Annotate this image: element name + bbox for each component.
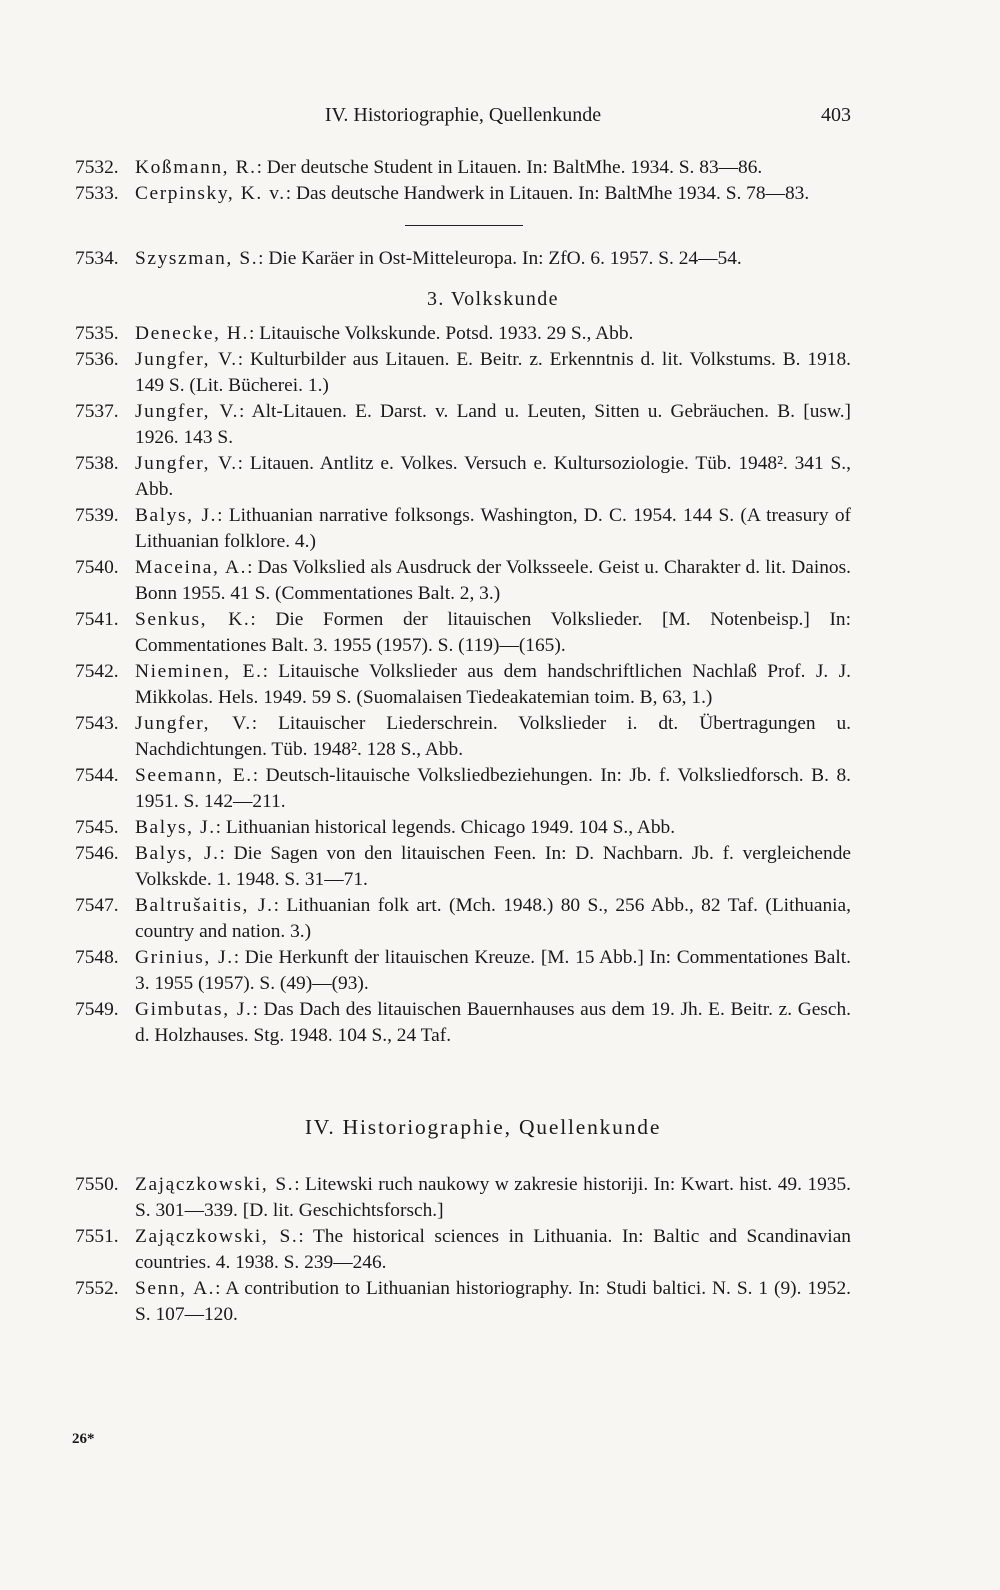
entry-number: 7543. [75,713,119,734]
bibliography-entry [75,1172,851,1224]
entry-author: Szyszman, S. [135,248,259,269]
entry-group-3 [75,321,851,1049]
entry-number: 7545. [75,817,119,838]
bibliography-entry [75,399,851,451]
entry-number: 7549. [75,999,119,1020]
entry-author: Gimbutas, J. [135,999,253,1020]
entry-author: Jungfer, V. [135,453,238,474]
running-head-title: IV. Historiographie, Quellenkunde [324,104,602,126]
bibliography-entry [75,997,851,1049]
signature-mark: 26* [72,1431,95,1447]
entry-citation: : Litauen. Antlitz e. Volkes. Versuch e. Kultursoziologie. Tüb. 1948². 341 S., Abb. [135,453,852,500]
entry-author: Balys, J. [135,817,216,838]
bibliography-entry [75,451,851,503]
bibliography-entry [75,246,851,272]
bibliography-list [75,155,851,1328]
entry-citation: : Lithuanian historical legends. Chicago 1949. 104 S., Abb. [215,817,676,838]
entry-citation: : Deutsch-litauische Volksliedbeziehungen. In: Jb. f. Volksliedforsch. B. 8. 1951. S. 142—211. [135,765,851,812]
entry-citation: : Alt-Litauen. E. Darst. v. Land u. Leuten, Sitten u. Gebräuchen. B. [usw.] 1926. 143 S. [135,401,851,448]
bibliography-entry [75,155,851,181]
entry-citation: : Das Volkslied als Ausdruck der Volksseele. Geist u. Charakter d. lit. Dainos. Bonn 1955. 41 S. (Commentationes Balt. 2, 3.) [135,557,851,604]
entry-citation: : Litauische Volkslieder aus dem handschriftlichen Nachlaß Prof. J. J. Mikkolas. Hels. 1949. 59 S. (Suomalaisen Tiedeakatemian toim. B, 63, 1.) [135,661,851,708]
entry-author: Senn, A. [135,1278,216,1299]
entry-number: 7542. [75,661,119,682]
entry-citation: : Die Formen der litauischen Volkslieder. [M. Notenbeisp.] In: Commentationes Balt. 3. 1955 (1957). S. (119)—(165). [135,609,851,656]
bibliography-entry [75,815,851,841]
entry-citation: : The historical sciences in Lithuania. In: Baltic and Scandinavian countries. 4. 1938. S. 239—246. [135,1226,851,1273]
entry-author: Balys, J. [135,843,220,864]
bibliography-entry [75,1276,851,1328]
entry-citation: : A contribution to Lithuanian historiography. In: Studi baltici. N. S. 1 (9). 1952. S. 107—120. [135,1278,851,1325]
entry-number: 7532. [75,157,119,178]
bibliography-entry [75,555,851,607]
entry-number: 7541. [75,609,119,630]
entry-author: Jungfer, V. [135,713,252,734]
running-head [75,104,851,134]
entry-number: 7533. [75,183,119,204]
bibliography-entry [75,711,851,763]
chapter-heading: IV. Historiographie, Quellenkunde [304,1115,662,1139]
entry-number: 7547. [75,895,119,916]
entry-number: 7538. [75,453,119,474]
bibliography-entry [75,347,851,399]
entry-number: 7537. [75,401,119,422]
section-heading: 3. Volkskunde [427,288,559,310]
entry-author: Koßmann, R. [135,157,257,178]
bibliography-entry [75,1224,851,1276]
entry-author: Zajączkowski, S. [135,1174,295,1195]
entry-author: Seemann, E. [135,765,253,786]
entry-number: 7548. [75,947,119,968]
entry-citation: : Kulturbilder aus Litauen. E. Beitr. z. Erkenntnis d. lit. Volkstums. B. 1918. 149 S. (Lit. Bücherei. 1.) [135,349,851,396]
entry-citation: : Der deutsche Student in Litauen. In: BaltMhe. 1934. S. 83—86. [256,157,763,178]
entry-number: 7536. [75,349,119,370]
bibliography-entry [75,841,851,893]
entry-author: Maceina, A. [135,557,248,578]
entry-author: Senkus, K. [135,609,251,630]
bibliography-entry [75,181,851,207]
entry-author: Denecke, H. [135,323,249,344]
entry-number: 7550. [75,1174,119,1195]
entry-number: 7535. [75,323,119,344]
entry-number: 7540. [75,557,119,578]
entry-citation: : Litewski ruch naukowy w zakresie historiji. In: Kwart. hist. 49. 1935. S. 301—339. [D. lit. Geschichtsforsch.] [135,1174,851,1221]
entry-author: Grinius, J. [135,947,234,968]
entry-author: Jungfer, V. [135,349,238,370]
bibliography-entry [75,659,851,711]
page-number: 403 [821,104,851,126]
entry-citation: : Die Herkunft der litauischen Kreuze. [M. 15 Abb.] In: Commentationes Balt. 3. 1955 (1957). S. (49)—(93). [135,947,851,994]
entry-citation: : Lithuanian folk art. (Mch. 1948.) 80 S., 256 Abb., 82 Taf. (Lithuania, country and nation. 3.) [135,895,851,942]
entry-citation: : Die Sagen von den litauischen Feen. In: D. Nachbarn. Jb. f. vergleichende Volkskde. 1. 1948. S. 31—71. [135,843,851,890]
entry-citation: : Das Dach des litauischen Bauernhauses aus dem 19. Jh. E. Beitr. z. Gesch. d. Holzhauses. Stg. 1948. 104 S., 24 Taf. [135,999,851,1046]
section-divider [405,225,523,226]
entry-author: Zajączkowski, S. [135,1226,299,1247]
entry-number: 7534. [75,248,119,269]
bibliography-entry [75,321,851,347]
entry-author: Balys, J. [135,505,218,526]
entry-citation: : Litauischer Liederschrein. Volkslieder i. dt. Übertragungen u. Nachdichtungen. Tüb. 1948². 128 S., Abb. [135,713,851,760]
entry-group-2 [75,246,851,272]
bibliography-entry [75,945,851,997]
entry-citation: : Litauische Volkskunde. Potsd. 1933. 29 S., Abb. [248,323,634,344]
entry-citation: : Lithuanian narrative folksongs. Washington, D. C. 1954. 144 S. (A treasury of Lithuanian folklore. 4.) [135,505,851,552]
entry-number: 7551. [75,1226,119,1247]
bibliography-entry [75,607,851,659]
bibliography-entry [75,503,851,555]
entry-author: Cerpinsky, K. v. [135,183,286,204]
entry-citation: : Die Karäer in Ost-Mitteleuropa. In: ZfO. 6. 1957. S. 24—54. [258,248,742,269]
entry-author: Jungfer, V. [135,401,240,422]
bibliography-entry [75,763,851,815]
entry-author: Nieminen, E. [135,661,263,682]
entry-number: 7552. [75,1278,119,1299]
entry-group-4 [75,1172,851,1328]
entry-number: 7546. [75,843,119,864]
entry-citation: : Das deutsche Handwerk in Litauen. In: BaltMhe 1934. S. 78—83. [285,183,810,204]
bibliography-entry [75,893,851,945]
entry-group-1 [75,155,851,207]
entry-number: 7544. [75,765,119,786]
entry-author: Baltrušaitis, J. [135,895,274,916]
entry-number: 7539. [75,505,119,526]
